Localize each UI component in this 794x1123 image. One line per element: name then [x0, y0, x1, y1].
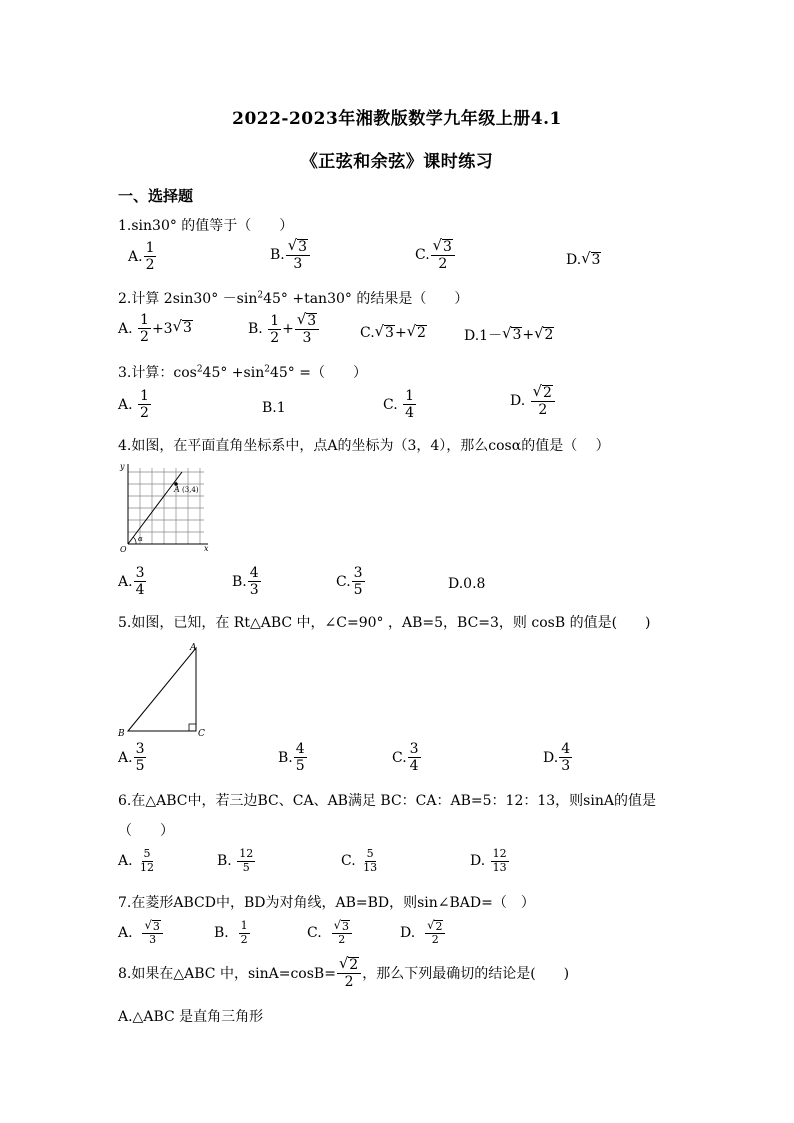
q2-option-b: B. $\frac{1}{2}$ + √ 3 3	[248, 312, 320, 346]
q5-option-d	[543, 741, 573, 774]
denominator: 2	[431, 933, 439, 947]
stem-text: ，那么下列最确切的结论是( )	[362, 966, 570, 983]
q6-option-d	[470, 848, 510, 874]
stem-text: 3.计算：cos	[118, 365, 197, 381]
question-6-stem-cont: （ ）	[118, 823, 174, 839]
denominator: 5	[353, 582, 363, 599]
radicand: 3	[307, 313, 317, 329]
option-label: C.	[360, 325, 375, 342]
option-label: B.	[217, 853, 232, 870]
q5-option-b	[278, 741, 308, 774]
denominator: 2	[270, 329, 280, 346]
grid	[128, 468, 204, 544]
question-4-stem: 4.如图，在平面直角坐标系中，点A的坐标为（3，4），那么cosα的值是（ ）	[118, 438, 610, 454]
option-label: C.	[392, 749, 407, 766]
denominator: 2	[338, 933, 346, 947]
q3-option-d: D. √ 2 2	[510, 384, 556, 418]
option-label: D.1－	[464, 328, 503, 344]
numerator: 3	[353, 565, 363, 581]
page-title: 2022-2023年湘教版数学九年级上册4.1	[232, 109, 562, 129]
stem-text: 2.计算 2sin30° －sin	[118, 291, 258, 307]
q5-option-a	[118, 741, 147, 774]
q3-option-c	[383, 388, 417, 421]
option-label: D.	[566, 252, 582, 269]
option-label: C.	[336, 573, 351, 590]
radicand: 2	[417, 325, 426, 341]
q6-option-c	[341, 848, 380, 874]
q2-option-d: D.1－ √ 3 + √ 2	[464, 324, 554, 344]
q3-option-a	[118, 388, 152, 421]
vertex-a-label: A	[190, 643, 197, 653]
numerator: 5	[366, 847, 374, 860]
y-label: y	[120, 462, 125, 471]
numerator: 1	[405, 388, 415, 404]
option-label: C.	[307, 925, 322, 942]
numerator: 3	[135, 565, 145, 581]
vertex-b-label: B	[118, 729, 125, 739]
option-label: D.	[543, 749, 559, 766]
question-6-stem: 6.在△ABC中，若三边BC、CA、AB满足 BC：CA：AB=5：12：13，则sinA的值是	[118, 793, 656, 809]
numerator: 1	[145, 240, 155, 256]
q1-option-d: D. √ 3	[566, 250, 601, 269]
stem-text: 8.如果在△ABC 中，sinA=cosB=	[118, 966, 336, 983]
stem-text: 45° +sin	[202, 365, 265, 381]
plus: +	[394, 325, 407, 342]
option-label: A.	[118, 749, 133, 766]
numerator: 1	[140, 312, 149, 328]
denominator: 2	[438, 256, 448, 273]
q7-option-d: D. √ 2 2	[400, 920, 446, 947]
option-label: B.	[232, 573, 247, 590]
denominator: 2	[240, 932, 248, 946]
q6-option-b	[217, 848, 256, 874]
alpha-label: α	[138, 535, 143, 543]
denominator: 4	[409, 758, 419, 775]
denominator: 5	[242, 860, 250, 874]
numerator: 4	[249, 565, 259, 581]
numerator: 1	[240, 919, 248, 932]
denominator: 3	[561, 758, 571, 775]
q2-option-a: A. $\frac{1}{2}$ +3 √ 3	[118, 312, 192, 346]
option-label: A.	[118, 925, 133, 942]
numerator: 4	[561, 741, 571, 757]
radicand: 3	[152, 920, 160, 933]
question-1-stem: 1.sin30° 的值等于（ ）	[118, 218, 294, 234]
point-a-coord: (3,4)	[182, 486, 199, 494]
q5-option-c	[392, 741, 422, 774]
denominator: 2	[538, 402, 548, 419]
option-label: A.	[118, 320, 133, 337]
radicand: 3	[182, 320, 192, 337]
denominator: 5	[135, 758, 145, 775]
option-label: C.	[341, 853, 356, 870]
numerator: 12	[239, 847, 254, 860]
radicand: 2	[435, 920, 443, 933]
term: +3	[151, 320, 173, 337]
option-label: A.	[128, 248, 143, 265]
option-label: B.	[270, 247, 285, 264]
option-label: A.	[118, 573, 133, 590]
q1-option-a	[128, 240, 157, 273]
point-a-label: A	[174, 485, 180, 494]
denominator: 3	[302, 330, 312, 347]
denominator: 13	[492, 860, 507, 874]
question-5-stem: 5.如图，已知，在 Rt△ABC 中，∠C=90° ，AB=5，BC=3，则 cosB 的值是( )	[118, 615, 651, 631]
denominator: 13	[363, 860, 378, 874]
option-label: D.0.8	[448, 576, 486, 592]
question-2-stem	[118, 288, 468, 308]
denominator: 2	[344, 974, 354, 991]
denominator: 4	[135, 582, 145, 599]
right-angle-mark	[189, 724, 196, 731]
denominator: 3	[249, 582, 259, 599]
q3-option-b	[262, 400, 286, 416]
q6-option-a	[118, 848, 157, 874]
option-label: B.	[214, 925, 229, 942]
stem-text: 45° +tan30° 的结果是（ ）	[263, 291, 469, 307]
option-label: C.	[383, 396, 398, 413]
denominator: 3	[149, 933, 157, 947]
radicand: 2	[544, 326, 554, 343]
triangle-figure	[116, 640, 216, 740]
radicand: 2	[349, 957, 359, 973]
radicand: 3	[512, 326, 522, 343]
numerator: 1	[270, 312, 280, 329]
question-8-stem: 8.如果在△ABC 中，sinA=cosB= √ 2 2 ，那么下列最确切的结论是( )	[118, 955, 570, 991]
radicand: 3	[298, 239, 308, 255]
option-label: D.	[470, 853, 486, 870]
radicand: 3	[385, 325, 394, 341]
denominator: 5	[295, 758, 305, 775]
denominator: 2	[140, 405, 149, 422]
denominator: 4	[405, 405, 415, 422]
numerator: 3	[135, 741, 145, 757]
q1-option-c: C. √ 3 2	[415, 238, 456, 272]
superscript: 2	[196, 364, 203, 375]
vertex-c-label: C	[198, 729, 205, 739]
radicand: 3	[591, 252, 601, 268]
numerator: 1	[140, 388, 149, 404]
question-3-stem	[118, 362, 367, 382]
stem-text: 45° =（ ）	[269, 365, 367, 381]
option-label: A.	[118, 853, 133, 870]
q4-option-b	[232, 565, 262, 598]
q4-option-a	[118, 565, 147, 598]
option-label: D.	[510, 393, 526, 410]
option-label: A.	[118, 396, 133, 413]
numerator: 3	[409, 741, 419, 757]
option-label: B.1	[262, 400, 286, 416]
option-label: C.	[415, 247, 430, 264]
numerator: 12	[492, 847, 507, 860]
q8-option-a: A.△ABC 是直角三角形	[118, 1009, 264, 1025]
superscript: 2	[264, 364, 270, 375]
denominator: 2	[140, 329, 149, 346]
denominator: 12	[140, 860, 155, 874]
question-7-stem: 7.在菱形ABCD中，BD为对角线，AB=BD，则sin∠BAD=（ ）	[118, 895, 535, 911]
radicand: 3	[443, 239, 452, 255]
option-label: B.	[248, 321, 263, 338]
denominator: 3	[293, 256, 303, 273]
denominator: 2	[145, 257, 155, 274]
q4-option-c	[336, 565, 366, 598]
plus: +	[522, 327, 535, 343]
radicand: 3	[341, 920, 349, 933]
q7-option-c: C. √ 3 2	[307, 920, 353, 947]
q4-option-d	[448, 576, 485, 592]
superscript: 2	[257, 290, 264, 301]
q1-option-b: B. √ 3 3	[270, 238, 311, 272]
page-subtitle: 《正弦和余弦》课时练习	[300, 152, 494, 172]
option-label: D.	[400, 925, 416, 942]
q7-option-a: A. √ 3 3	[118, 920, 164, 947]
q2-option-c: C. √ 3 + √ 2	[360, 323, 426, 342]
origin-label: O	[120, 545, 127, 554]
q7-option-b	[214, 920, 251, 946]
angle-arc	[133, 537, 136, 544]
plus: +	[282, 321, 294, 338]
option-label: B.	[278, 749, 293, 766]
x-label: x	[204, 544, 209, 553]
numerator: 5	[143, 847, 151, 860]
coordinate-figure	[116, 460, 211, 556]
numerator: 4	[295, 741, 305, 757]
triangle-abc	[128, 648, 196, 731]
section-heading: 一、选择题	[118, 187, 194, 205]
radicand: 2	[543, 385, 552, 401]
